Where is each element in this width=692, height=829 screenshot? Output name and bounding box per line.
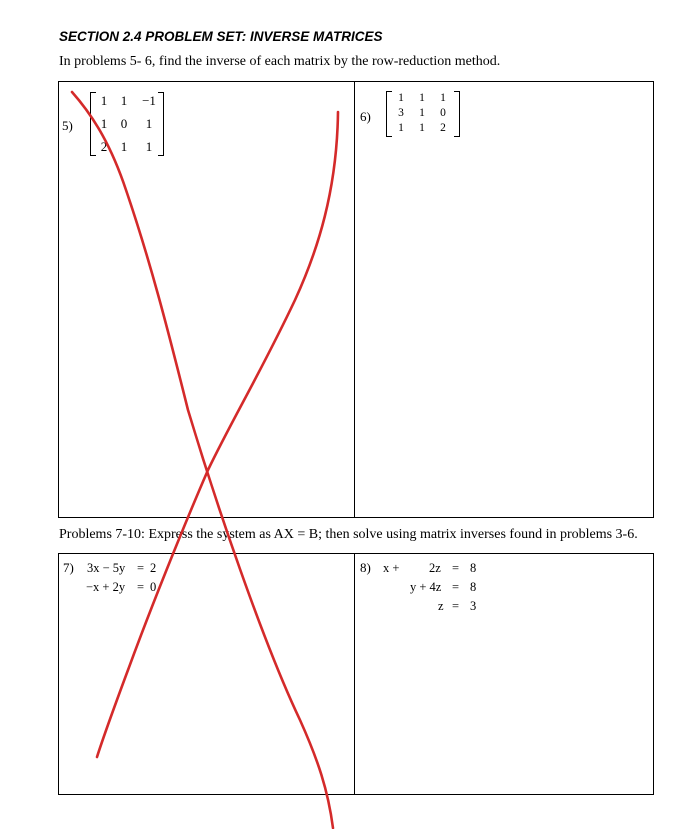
matrix-cell: 1	[100, 93, 108, 108]
equation-equals: =	[452, 561, 460, 575]
problem-7-label: 7)	[63, 560, 74, 575]
equation-rhs: 8	[470, 580, 477, 594]
equation-lhs: y + 4z	[410, 580, 442, 594]
problem-8-label: 8)	[360, 560, 371, 575]
equation-lhs: −x + 2y	[86, 580, 126, 594]
equation-x-term: x +	[383, 561, 400, 575]
problem-5-label: 5)	[62, 118, 73, 133]
equation-rhs: 8	[470, 561, 477, 575]
matrix-cell: −1	[142, 93, 156, 108]
matrix-cell: 0	[120, 116, 128, 131]
matrix-cell: 1	[419, 122, 425, 134]
equation-equals: =	[452, 599, 460, 613]
matrix-cell: 1	[419, 92, 425, 104]
matrix-cell: 1	[120, 139, 128, 154]
matrix-cell: 3	[398, 107, 404, 119]
matrix-cell: 1	[145, 116, 153, 131]
equation-lhs: z	[438, 599, 444, 613]
matrix-cell: 1	[398, 92, 404, 104]
equation-equals: =	[452, 580, 460, 594]
instructions-inverse: In problems 5- 6, find the inverse of each matrix by the row-reduction method.	[59, 54, 501, 69]
equation-equals: =	[137, 580, 145, 594]
matrix-cell: 1	[440, 92, 446, 104]
matrix-cell: 1	[145, 139, 153, 154]
problem-6-label: 6)	[360, 109, 371, 124]
matrix-cell: 1	[100, 116, 108, 131]
equation-rhs: 2	[150, 561, 157, 575]
equation-rhs: 3	[470, 599, 477, 613]
matrix-cell: 2	[440, 122, 446, 134]
equation-lhs: 3x − 5y	[87, 561, 126, 575]
matrix-cell: 2	[100, 139, 108, 154]
matrix-cell: 1	[398, 122, 404, 134]
equation-rhs: 0	[150, 580, 157, 594]
matrix-cell: 0	[440, 107, 446, 119]
matrix-cell: 1	[120, 93, 128, 108]
equation-equals: =	[137, 561, 145, 575]
instructions-systems: Problems 7-10: Express the system as AX = B; then solve using matrix inverses found in problems 3-6.	[59, 527, 638, 542]
equation-lhs: 2z	[429, 561, 441, 575]
section-title: SECTION 2.4 PROBLEM SET: INVERSE MATRICES	[59, 29, 383, 44]
matrix-cell: 1	[419, 107, 425, 119]
